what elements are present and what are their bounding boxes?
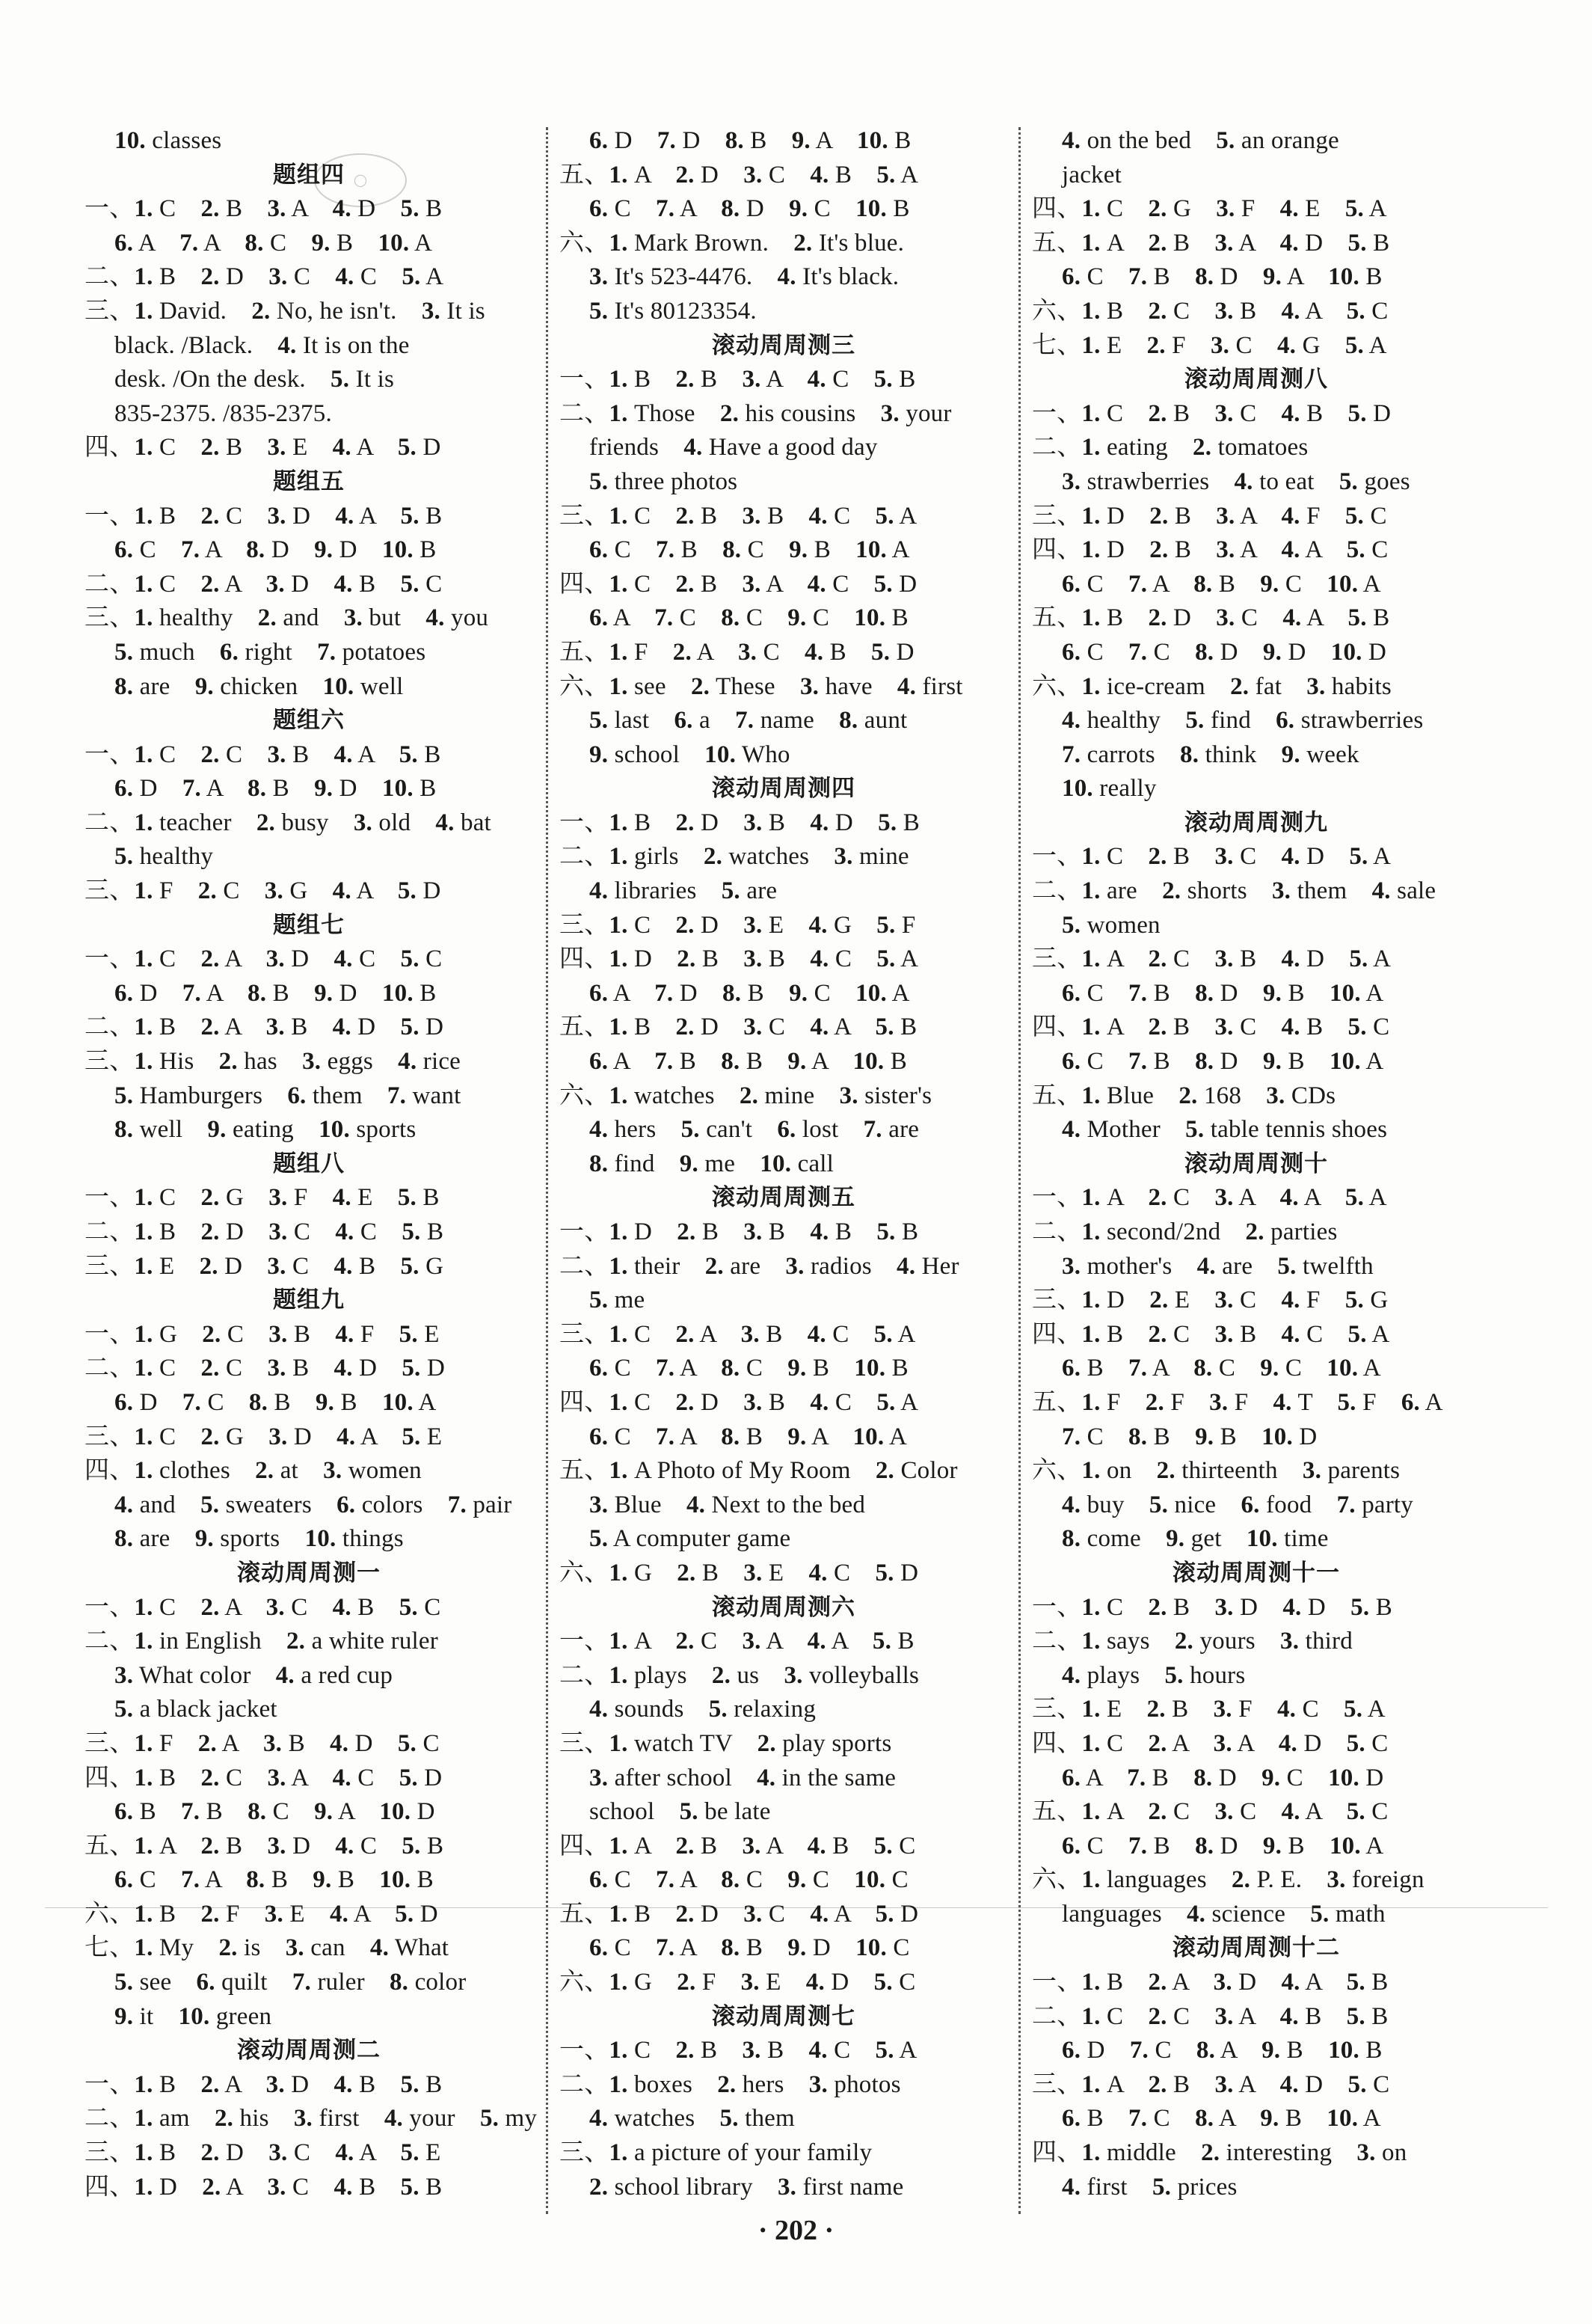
answer-line: 二、1. their 2. are 3. radios 4. Her <box>559 1252 959 1280</box>
answer-line: 四、1. B 2. C 3. A 4. C 5. D <box>84 1764 443 1791</box>
answer-line: 五、1. A 2. B 3. A 4. D 5. B <box>1032 229 1390 257</box>
answer-line: 6. C 7. C 8. D 9. D 10. D <box>1062 638 1387 666</box>
answer-line: 6. C 7. A 8. C 9. C 10. C <box>589 1866 909 1894</box>
answer-line: black. /Black. 4. It is on the <box>114 331 410 359</box>
answer-line: 6. C 7. B 8. D 9. B 10. A <box>1062 979 1384 1007</box>
answer-line: 二、1. girls 2. watches 3. mine <box>559 843 909 871</box>
answer-line: 四、1. A 2. B 3. C 4. B 5. C <box>1032 1014 1390 1041</box>
answer-line: 六、1. on 2. thirteenth 3. parents <box>1032 1457 1401 1485</box>
answer-line: 六、1. B 2. C 3. B 4. A 5. C <box>1032 297 1389 325</box>
answer-line: 6. D 7. A 8. B 9. D 10. B <box>114 775 437 803</box>
answer-line: 二、1. Those 2. his cousins 3. your <box>559 399 952 427</box>
answer-line: 6. C 7. A 8. B 9. B 10. B <box>114 1866 434 1894</box>
answer-line: 一、1. C 2. B 3. C 4. B 5. D <box>1032 399 1392 427</box>
column-divider <box>1018 127 1021 2214</box>
answer-line: 五、1. B 2. D 3. C 4. A 5. B <box>559 1014 918 1041</box>
answer-line: 6. A 7. C 8. C 9. C 10. B <box>589 604 909 632</box>
section-heading: 滚动周周测七 <box>712 2002 855 2030</box>
answer-line: 三、1. E 2. D 3. C 4. B 5. G <box>84 1252 444 1280</box>
answer-line: 二、1. B 2. A 3. B 4. D 5. D <box>84 1014 444 1041</box>
answer-line: 二、1. C 2. A 3. D 4. B 5. C <box>84 570 443 598</box>
answer-line: 二、1. teacher 2. busy 3. old 4. bat <box>84 809 491 836</box>
answer-line: 二、1. boxes 2. hers 3. photos <box>559 2070 901 2098</box>
answer-line: 六、1. Mark Brown. 2. It's blue. <box>559 229 905 257</box>
answer-line: 6. C 7. A 8. B 9. D 10. C <box>589 1934 910 1962</box>
answer-line: 二、1. B 2. D 3. C 4. C 5. B <box>84 1218 444 1245</box>
answer-line: 五、1. A 2. C 3. C 4. A 5. C <box>1032 1798 1389 1826</box>
answer-line: 三、1. F 2. C 3. G 4. A 5. D <box>84 877 441 905</box>
seal-stamp: ◯ <box>314 153 407 207</box>
answer-line: 10. classes <box>114 127 222 154</box>
answer-line: 4. healthy 5. find 6. strawberries <box>1062 707 1424 735</box>
answer-line: 2. school library 3. first name <box>589 2173 904 2201</box>
answer-line: 一、1. A 2. C 3. A 4. A 5. B <box>559 1628 915 1655</box>
answer-column-middle <box>559 124 1008 2204</box>
answer-line: 4. plays 5. hours <box>1062 1661 1246 1689</box>
answer-line: 一、1. C 2. B 3. B 4. C 5. A <box>559 2037 918 2064</box>
answer-line: 5. last 6. a 7. name 8. aunt <box>589 707 908 735</box>
answer-line: 5. It's 80123354. <box>589 297 757 325</box>
answer-line: 五、1. B 2. D 3. C 4. A 5. D <box>559 1900 919 1928</box>
page-number: · 202 · <box>757 2215 835 2246</box>
section-heading: 滚动周周测五 <box>712 1184 855 1212</box>
answer-line: friends 4. Have a good day <box>589 434 878 462</box>
answer-line: 5. three photos <box>589 467 738 495</box>
answer-line: 6. D 7. C 8. A 9. B 10. B <box>1062 2037 1383 2064</box>
section-heading: 滚动周周测十一 <box>1173 1559 1340 1586</box>
answer-line: 4. and 5. sweaters 6. colors 7. pair <box>114 1491 512 1518</box>
answer-line: 6. D 7. A 8. B 9. D 10. B <box>114 979 437 1007</box>
answer-line: 5. A computer game <box>589 1525 791 1553</box>
answer-line: 三、1. healthy 2. and 3. but 4. you <box>84 604 489 632</box>
answer-line: 5. much 6. right 7. potatoes <box>114 638 426 666</box>
answer-line: 6. A 7. B 8. D 9. C 10. D <box>1062 1764 1384 1791</box>
answer-line: 四、1. D 2. A 3. C 4. B 5. B <box>84 2173 443 2201</box>
answer-line: 三、1. A 2. C 3. B 4. D 5. A <box>1032 945 1392 973</box>
answer-line: 一、1. C 2. B 3. C 4. D 5. A <box>1032 843 1392 871</box>
answer-line: desk. /On the desk. 5. It is <box>114 366 395 393</box>
answer-line: 6. B 7. B 8. C 9. A 10. D <box>114 1798 435 1826</box>
answer-line: 3. mother's 4. are 5. twelfth <box>1062 1252 1374 1280</box>
answer-line: 6. C 7. A 8. C 9. B 10. B <box>589 1355 909 1382</box>
answer-line: 四、1. clothes 2. at 3. women <box>84 1457 422 1485</box>
answer-line: 6. C 7. B 8. D 9. B 10. A <box>1062 1832 1384 1859</box>
answer-line: 3. It's 523-4476. 4. It's black. <box>589 263 900 291</box>
answer-line: 一、1. C 2. C 3. B 4. A 5. B <box>84 741 441 768</box>
answer-line: 六、1. languages 2. P. E. 3. foreign <box>1032 1866 1424 1894</box>
answer-line: 一、1. C 2. A 3. D 4. C 5. C <box>84 945 443 973</box>
answer-line: 一、1. G 2. C 3. B 4. F 5. E <box>84 1320 440 1348</box>
answer-line: 五、1. Blue 2. 168 3. CDs <box>1032 1082 1336 1109</box>
answer-line: 五、1. F 2. F 3. F 4. T 5. F 6. A <box>1032 1388 1443 1416</box>
answer-line: 二、1. C 2. C 3. B 4. D 5. D <box>84 1355 445 1382</box>
answer-line: 二、1. second/2nd 2. parties <box>1032 1218 1338 1245</box>
answer-line: 二、1. am 2. his 3. first 4. your 5. my <box>84 2105 538 2133</box>
answer-line: 4. hers 5. can't 6. lost 7. are <box>589 1116 920 1144</box>
answer-line: 6. C 7. A 8. B 9. A 10. A <box>589 1423 907 1450</box>
answer-column-left <box>84 124 538 2204</box>
section-heading: 题组八 <box>273 1150 345 1177</box>
answer-line: 六、1. G 2. F 3. E 4. D 5. C <box>559 1969 916 1996</box>
answer-line: 6. D 7. D 8. B 9. A 10. B <box>589 127 912 154</box>
answer-line: 六、1. ice-cream 2. fat 3. habits <box>1032 672 1392 700</box>
answer-line: 5. me <box>589 1287 645 1314</box>
answer-line: 6. C 7. A 8. D 9. C 10. B <box>589 195 910 223</box>
answer-line: 三、1. a picture of your family <box>559 2139 873 2167</box>
section-heading: 滚动周周测十二 <box>1173 1934 1340 1962</box>
answer-line: 3. strawberries 4. to eat 5. goes <box>1062 467 1410 495</box>
answer-line: 5. healthy <box>114 843 214 871</box>
answer-line: 六、1. watches 2. mine 3. sister's <box>559 1082 932 1109</box>
answer-line: 8. are 9. sports 10. things <box>114 1525 404 1553</box>
answer-line: 四、1. B 2. C 3. B 4. C 5. A <box>1032 1320 1390 1348</box>
column-divider <box>546 127 548 2214</box>
section-heading: 题组七 <box>273 911 345 939</box>
section-heading: 滚动周周测八 <box>1184 366 1328 393</box>
answer-line: 8. are 9. chicken 10. well <box>114 672 404 700</box>
answer-line: 5. women <box>1062 911 1161 939</box>
answer-line: 五、1. A 2. D 3. C 4. B 5. A <box>559 161 919 188</box>
answer-line: 8. find 9. me 10. call <box>589 1150 835 1177</box>
answer-line: 七、1. My 2. is 3. can 4. What <box>84 1934 449 1962</box>
answer-line: 六、1. B 2. F 3. E 4. A 5. D <box>84 1900 438 1928</box>
answer-line: 四、1. C 2. B 3. A 4. C 5. D <box>559 570 918 598</box>
answer-line: 4. buy 5. nice 6. food 7. party <box>1062 1491 1414 1518</box>
answer-line: 四、1. A 2. B 3. A 4. B 5. C <box>559 1832 916 1859</box>
answer-line: 五、1. B 2. D 3. C 4. A 5. B <box>1032 604 1390 632</box>
answer-line: 3. Blue 4. Next to the bed <box>589 1491 866 1518</box>
answer-line: 4. first 5. prices <box>1062 2173 1238 2201</box>
answer-line: 8. well 9. eating 10. sports <box>114 1116 417 1144</box>
answer-line: 三、1. watch TV 2. play sports <box>559 1729 892 1757</box>
answer-line: 四、1. C 2. B 3. E 4. A 5. D <box>84 434 441 462</box>
answer-line: languages 4. science 5. math <box>1062 1900 1386 1928</box>
answer-line: 一、1. D 2. B 3. B 4. B 5. B <box>559 1218 919 1245</box>
section-heading: 滚动周周测十 <box>1184 1150 1328 1177</box>
answer-line: 6. C 7. A 8. D 9. D 10. B <box>114 536 437 564</box>
answer-line: 4. sounds 5. relaxing <box>589 1696 817 1723</box>
answer-line: 五、1. A 2. B 3. D 4. C 5. B <box>84 1832 444 1859</box>
answer-line: 10. really <box>1062 775 1157 803</box>
answer-line: 6. D 7. C 8. B 9. B 10. A <box>114 1388 437 1416</box>
answer-line: 四、1. C 2. D 3. B 4. C 5. A <box>559 1388 919 1416</box>
answer-line: 二、1. plays 2. us 3. volleyballs <box>559 1661 920 1689</box>
answer-line: 三、1. D 2. E 3. C 4. F 5. G <box>1032 1287 1389 1314</box>
answer-line: 一、1. B 2. C 3. D 4. A 5. B <box>84 502 443 530</box>
answer-line: 一、1. C 2. B 3. D 4. D 5. B <box>1032 1593 1392 1621</box>
answer-line: 5. Hamburgers 6. them 7. want <box>114 1082 461 1109</box>
answer-line: 8. come 9. get 10. time <box>1062 1525 1329 1553</box>
answer-line: 三、1. B 2. D 3. C 4. A 5. E <box>84 2139 441 2167</box>
answer-line: 一、1. C 2. B 3. A 4. D 5. B <box>84 195 443 223</box>
answer-line: 9. it 10. green <box>114 2002 272 2030</box>
answer-line: 5. see 6. quilt 7. ruler 8. color <box>114 1969 467 1996</box>
answer-line: 二、1. eating 2. tomatoes <box>1032 434 1309 462</box>
answer-line: 三、1. His 2. has 3. eggs 4. rice <box>84 1048 461 1076</box>
answer-line: 6. C 7. B 8. D 9. B 10. A <box>1062 1048 1384 1076</box>
answer-line: 二、1. are 2. shorts 3. them 4. sale <box>1032 877 1436 905</box>
answer-line: 6. A 7. D 8. B 9. C 10. A <box>589 979 910 1007</box>
answer-line: 一、1. B 2. A 3. D 4. A 5. B <box>1032 1969 1389 1996</box>
answer-line: 四、1. D 2. B 3. A 4. A 5. C <box>1032 536 1389 564</box>
answer-line: 七、1. E 2. F 3. C 4. G 5. A <box>1032 331 1387 359</box>
answer-line: 六、1. G 2. B 3. E 4. C 5. D <box>559 1559 919 1586</box>
answer-line: 6. C 7. B 8. C 9. B 10. A <box>589 536 910 564</box>
section-heading: 题组四 <box>273 161 345 188</box>
answer-line: 一、1. C 2. G 3. F 4. E 5. B <box>84 1184 440 1212</box>
section-heading: 滚动周周测三 <box>712 331 855 359</box>
answer-line: 三、1. C 2. A 3. B 4. C 5. A <box>559 1320 916 1348</box>
answer-line: 三、1. C 2. G 3. D 4. A 5. E <box>84 1423 443 1450</box>
answer-line: 7. C 8. B 9. B 10. D <box>1062 1423 1318 1450</box>
answer-line: 三、1. C 2. B 3. B 4. C 5. A <box>559 502 918 530</box>
answer-line: 3. What color 4. a red cup <box>114 1661 393 1689</box>
answer-line: 二、1. B 2. D 3. C 4. C 5. A <box>84 263 444 291</box>
answer-line: 4. on the bed 5. an orange <box>1062 127 1339 154</box>
section-heading: 题组六 <box>273 707 345 735</box>
section-heading: 滚动周周测一 <box>237 1559 381 1586</box>
answer-column-right <box>1032 124 1481 2204</box>
answer-line: 五、1. F 2. A 3. C 4. B 5. D <box>559 638 915 666</box>
answer-line: 四、1. C 2. A 3. A 4. D 5. C <box>1032 1729 1389 1757</box>
answer-line: 四、1. D 2. B 3. B 4. C 5. A <box>559 945 919 973</box>
answer-line: 7. carrots 8. think 9. week <box>1062 741 1359 768</box>
answer-line: 三、1. D 2. B 3. A 4. F 5. C <box>1032 502 1387 530</box>
answer-line: 三、1. E 2. B 3. F 4. C 5. A <box>1032 1696 1386 1723</box>
answer-line: 二、1. says 2. yours 3. third <box>1032 1628 1353 1655</box>
answer-line: 三、1. David. 2. No, he isn't. 3. It is <box>84 297 485 325</box>
answer-line: 6. B 7. C 8. A 9. B 10. A <box>1062 2105 1381 2133</box>
answer-line: 一、1. B 2. B 3. A 4. C 5. B <box>559 366 916 393</box>
answer-line: 四、1. C 2. G 3. F 4. E 5. A <box>1032 195 1387 223</box>
answer-line: 835-2375. /835-2375. <box>114 399 332 427</box>
answer-line: 6. B 7. A 8. C 9. C 10. A <box>1062 1355 1381 1382</box>
answer-line: 5. a black jacket <box>114 1696 277 1723</box>
answer-line: 三、1. C 2. D 3. E 4. G 5. F <box>559 911 916 939</box>
section-heading: 滚动周周测四 <box>712 775 855 803</box>
answer-line: 4. watches 5. them <box>589 2105 795 2133</box>
answer-line: 4. Mother 5. table tennis shoes <box>1062 1116 1388 1144</box>
answer-line: 三、1. A 2. B 3. A 4. D 5. C <box>1032 2070 1390 2098</box>
answer-line: 一、1. B 2. D 3. B 4. D 5. B <box>559 809 920 836</box>
answer-line: 五、1. A Photo of My Room 2. Color <box>559 1457 958 1485</box>
answer-line: 四、1. middle 2. interesting 3. on <box>1032 2139 1407 2167</box>
answer-line: 一、1. C 2. A 3. C 4. B 5. C <box>84 1593 441 1621</box>
answer-line: 二、1. in English 2. a white ruler <box>84 1628 438 1655</box>
section-heading: 题组五 <box>273 467 345 495</box>
section-heading: 滚动周周测九 <box>1184 809 1328 836</box>
section-heading: 滚动周周测二 <box>237 2037 381 2064</box>
section-heading: 题组九 <box>273 1287 345 1314</box>
section-heading: 滚动周周测六 <box>712 1593 855 1621</box>
answer-line: jacket <box>1062 161 1122 188</box>
answer-line: 一、1. A 2. C 3. A 4. A 5. A <box>1032 1184 1387 1212</box>
answer-line: 一、1. B 2. A 3. D 4. B 5. B <box>84 2070 443 2098</box>
answer-line: 4. libraries 5. are <box>589 877 778 905</box>
answer-line: 三、1. F 2. A 3. B 4. D 5. C <box>84 1729 440 1757</box>
answer-line: 6. A 7. B 8. B 9. A 10. B <box>589 1048 907 1076</box>
answer-line: 3. after school 4. in the same <box>589 1764 897 1791</box>
answer-line: school 5. be late <box>589 1798 771 1826</box>
answer-line: 二、1. C 2. C 3. A 4. B 5. B <box>1032 2002 1389 2030</box>
answer-line: 6. A 7. A 8. C 9. B 10. A <box>114 229 432 257</box>
answer-line: 6. C 7. B 8. D 9. A 10. B <box>1062 263 1383 291</box>
answer-line: 9. school 10. Who <box>589 741 790 768</box>
answer-line: 六、1. see 2. These 3. have 4. first <box>559 672 963 700</box>
answer-line: 6. C 7. A 8. B 9. C 10. A <box>1062 570 1381 598</box>
